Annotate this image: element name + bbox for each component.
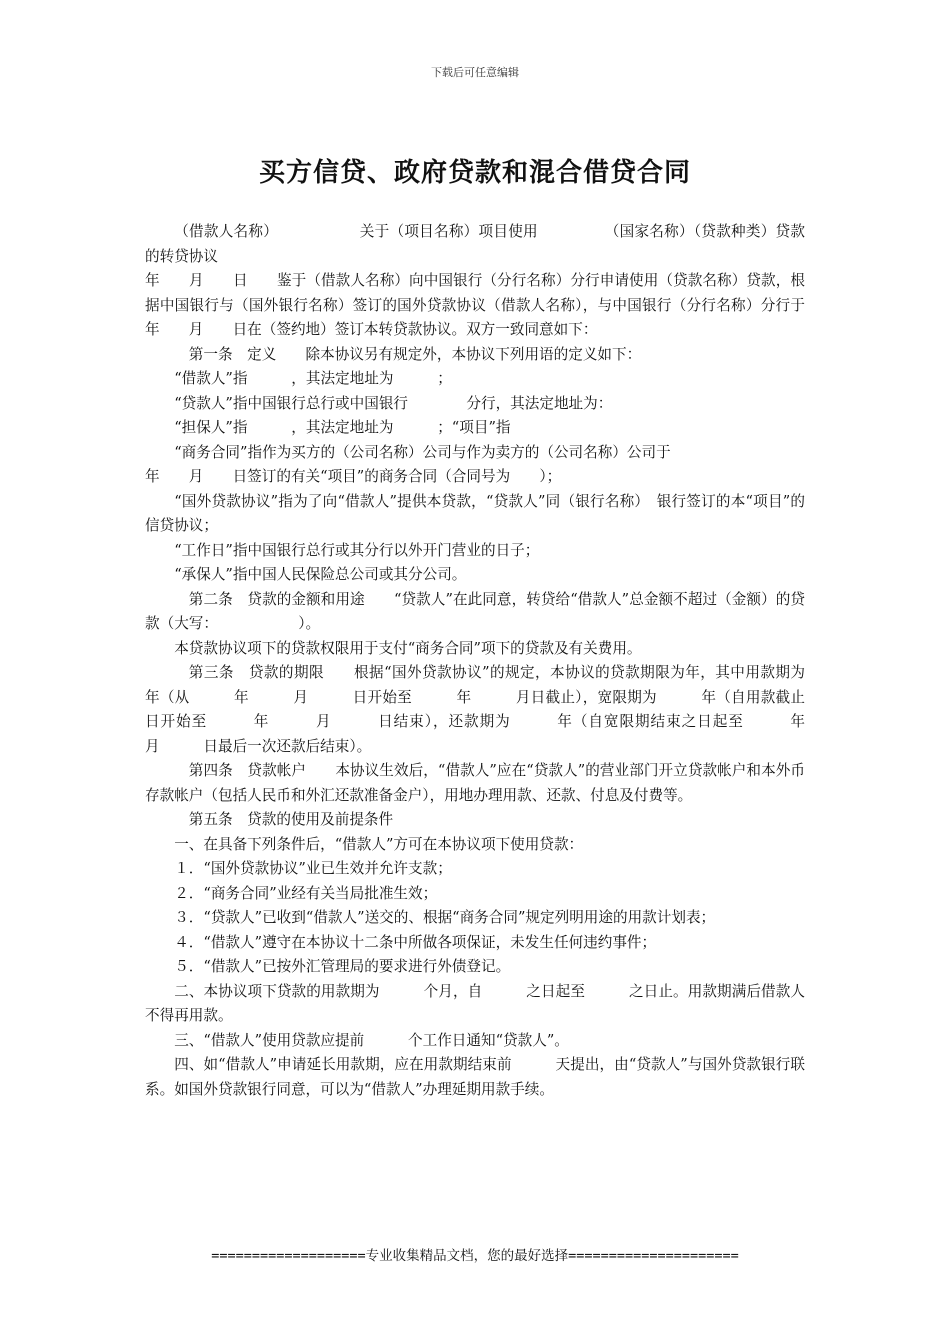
paragraph: 第一条 定义 除本协议另有规定外，本协议下列用语的定义如下： xyxy=(188,345,642,363)
paragraph: “担保人”指 ，其法定地址为 ；“项目”指 xyxy=(174,419,511,436)
paragraph: “国外贷款协议”指为了向“借款人”提供本贷款，“贷款人”同（银行名称） 银行签订的本“项目”的信贷协议； xyxy=(145,492,805,534)
paragraph: 年 月 日签订的有关“项目”的商务合同（合同号为 ）； xyxy=(145,468,562,485)
paragraph: ５．“借款人”已按外汇管理局的要求进行外债登记。 xyxy=(174,958,511,975)
paragraph: （借款人名称） 关于（项目名称）项目使用 （国家名称）（贷款种类）贷款的转贷协议 xyxy=(145,223,805,265)
paragraph: ４．“借款人”遵守在本协议十二条中所做各项保证，未发生任何违约事件； xyxy=(174,933,657,951)
paragraph: “贷款人”指中国银行总行或中国银行 分行，其法定地址为： xyxy=(174,394,613,412)
paragraph: 三、“借款人”使用贷款应提前 个工作日通知“贷款人”。 xyxy=(174,1031,569,1049)
paragraph: 年 月 日 鉴于（借款人名称）向中国银行（分行名称）分行申请使用（贷款名称）贷款，根据中国银行与（国外银行名称）签订的国外贷款协议（借款人名称），与中国银行（分行名称）分行于年 月 日在（签约地）签订本转贷款协议。双方一致同意如下： xyxy=(145,272,805,338)
paragraph: 第四条 贷款帐户 本协议生效后，“借款人”应在“贷款人”的营业部门开立贷款帐户和本外币存款帐户（包括人民币和外汇还款准备金户），用地办理用款、还款、付息及付费等。 xyxy=(145,762,805,804)
paragraph: 第五条 贷款的使用及前提条件 xyxy=(188,811,394,828)
page-header-note: 下载后可任意编辑 xyxy=(431,66,519,79)
paragraph: “工作日”指中国银行总行或其分行以外开门营业的日子； xyxy=(174,541,540,559)
page-footer: ===================专业收集精品文档，您的最好选择===================== xyxy=(211,1248,739,1264)
paragraph: ３．“贷款人”已收到“借款人”送交的、根据“商务合同”规定列明用途的用款计划表； xyxy=(174,909,716,926)
document-body xyxy=(145,220,864,1102)
paragraph: 二、本协议项下贷款的用款期为 个月，自 之日起至 之日止。用款期满后借款人不得再用款。 xyxy=(145,982,805,1024)
paragraph: “承保人”指中国人民保险总公司或其分公司。 xyxy=(174,566,467,583)
paragraph: ２．“商务合同”业经有关当局批准生效； xyxy=(174,884,438,902)
paragraph: 四、如“借款人”申请延长用款期，应在用款期结束前 天提出，由“贷款人”与国外贷款银行联系。如国外贷款银行同意，可以为“借款人”办理延期用款手续。 xyxy=(145,1056,805,1098)
paragraph: 第三条 贷款的期限 根据“国外贷款协议”的规定，本协议的贷款期限为年，其中用款期为 年（从 年 月 日开始至 年 月日截止），宽限期为 年（自用款截止日开始至 年 月 日结束），还款期为 年（自宽限期结束之日起至 年 月 日最后一次还款后结束）。 xyxy=(145,664,864,755)
paragraph: 一、在具备下列条件后，“借款人”方可在本协议项下使用贷款： xyxy=(174,835,584,853)
paragraph: “商务合同”指作为买方的（公司名称）公司与作为卖方的（公司名称）公司于 xyxy=(174,443,671,461)
paragraph: 第二条 贷款的金额和用途 “贷款人”在此同意，转贷给“借款人”总金额不超过（金额）的贷款（大写： ）。 xyxy=(145,590,805,632)
paragraph: “借款人”指 ，其法定地址为 ； xyxy=(174,370,452,387)
paragraph: 本贷款协议项下的贷款权限用于支付“商务合同”项下的贷款及有关费用。 xyxy=(174,639,642,657)
paragraph: １．“国外贷款协议”业已生效并允许支款； xyxy=(174,860,452,877)
document-title: 买方信贷、政府贷款和混合借贷合同 xyxy=(258,158,691,188)
